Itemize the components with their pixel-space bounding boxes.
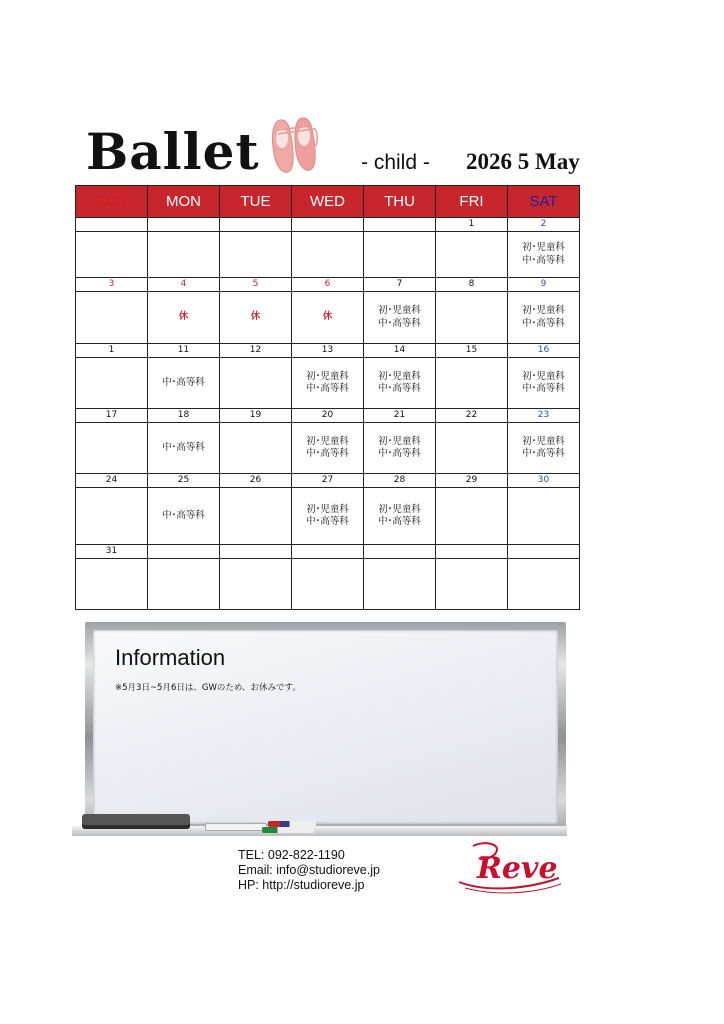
whiteboard-surface	[93, 630, 558, 824]
date-number-tue: 26	[220, 474, 292, 488]
date-number-thu: 21	[364, 409, 436, 423]
class-cell-tue	[220, 232, 292, 278]
calendar-class-row	[76, 423, 580, 474]
date-number-sun: 31	[76, 545, 148, 559]
class-cell-mon: 中･高等科	[148, 358, 220, 409]
class-cell-sat	[508, 488, 580, 545]
date-number-sat: 23	[508, 409, 580, 423]
weekday-sat: SAT	[508, 186, 580, 218]
class-cell-sun	[76, 559, 148, 610]
class-cell-fri	[436, 358, 508, 409]
date-number-fri: 1	[436, 218, 508, 232]
class-cell-sun	[76, 358, 148, 409]
class-cell-wed	[292, 232, 364, 278]
date-number-sun: 24	[76, 474, 148, 488]
page-title: Ballet	[86, 122, 260, 181]
date-number-tue: 19	[220, 409, 292, 423]
date-number-wed: 13	[292, 344, 364, 358]
class-cell-thu: 初･児童科 中･高等科	[364, 488, 436, 545]
ballet-shoes-image	[268, 116, 320, 178]
calendar-class-row	[76, 232, 580, 278]
date-number-wed	[292, 545, 364, 559]
whiteboard	[85, 622, 566, 832]
weekday-tue: TUE	[220, 186, 292, 218]
date-number-mon	[148, 218, 220, 232]
calendar-class-row	[76, 358, 580, 409]
class-cell-thu: 初･児童科 中･高等科	[364, 358, 436, 409]
date-number-sat: 2	[508, 218, 580, 232]
date-number-thu	[364, 218, 436, 232]
logo-text: Reve	[477, 851, 558, 886]
date-number-wed: 20	[292, 409, 364, 423]
date-number-sat: 16	[508, 344, 580, 358]
contact-tel: TEL: 092-822-1190	[238, 848, 345, 862]
class-cell-sun	[76, 292, 148, 344]
date-number-tue	[220, 218, 292, 232]
date-number-fri: 22	[436, 409, 508, 423]
date-number-fri: 15	[436, 344, 508, 358]
information-title: Information	[115, 645, 226, 670]
date-number-tue: 12	[220, 344, 292, 358]
class-cell-fri	[436, 559, 508, 610]
date-number-mon: 4	[148, 278, 220, 292]
date-number-sat: 30	[508, 474, 580, 488]
class-cell-sat	[508, 559, 580, 610]
date-number-sun: 1	[76, 344, 148, 358]
calendar-date-row	[76, 545, 580, 559]
class-cell-mon: 中･高等科	[148, 488, 220, 545]
class-cell-wed: 初･児童科 中･高等科	[292, 358, 364, 409]
green-marker-image	[262, 827, 314, 833]
contact-info	[238, 848, 380, 893]
class-cell-sat: 初･児童科 中･高等科	[508, 232, 580, 278]
class-cell-mon	[148, 559, 220, 610]
class-cell-mon: 中･高等科	[148, 423, 220, 474]
class-cell-sun	[76, 488, 148, 545]
class-cell-sat: 初･児童科 中･高等科	[508, 423, 580, 474]
class-cell-tue	[220, 358, 292, 409]
weekday-header-row	[76, 186, 580, 218]
date-number-wed: 27	[292, 474, 364, 488]
weekday-mon: MON	[148, 186, 220, 218]
date-number-thu	[364, 545, 436, 559]
weekday-fri: FRI	[436, 186, 508, 218]
class-cell-tue	[220, 488, 292, 545]
class-cell-tue	[220, 559, 292, 610]
class-cell-sat: 初･児童科 中･高等科	[508, 358, 580, 409]
class-cell-sun	[76, 232, 148, 278]
class-cell-thu	[364, 232, 436, 278]
page-subtitle: - child -	[361, 151, 430, 174]
date-number-sun: 17	[76, 409, 148, 423]
class-cell-fri	[436, 488, 508, 545]
calendar-date-row	[76, 218, 580, 232]
class-cell-mon: 休	[148, 292, 220, 344]
class-cell-wed: 初･児童科 中･高等科	[292, 423, 364, 474]
reve-logo	[455, 838, 565, 896]
date-number-sun	[76, 218, 148, 232]
contact-hp: HP: http://studioreve.jp	[238, 878, 365, 892]
weekday-wed: WED	[292, 186, 364, 218]
date-number-mon	[148, 545, 220, 559]
date-number-wed: 6	[292, 278, 364, 292]
date-number-fri: 8	[436, 278, 508, 292]
eraser-image	[82, 814, 190, 829]
date-number-mon: 25	[148, 474, 220, 488]
date-number-tue	[220, 545, 292, 559]
calendar-class-row	[76, 559, 580, 610]
class-cell-wed	[292, 559, 364, 610]
calendar-date-row	[76, 344, 580, 358]
date-number-fri	[436, 545, 508, 559]
date-number-mon: 18	[148, 409, 220, 423]
class-cell-sun	[76, 423, 148, 474]
class-cell-thu: 初･児童科 中･高等科	[364, 423, 436, 474]
information-text: ※5月3日~5月6日は、GWのため、お休みです。	[115, 683, 301, 693]
red-marker-image	[268, 821, 316, 827]
class-cell-tue: 休	[220, 292, 292, 344]
class-cell-fri	[436, 292, 508, 344]
calendar-month: 2026 5 May	[466, 149, 580, 174]
date-number-mon: 11	[148, 344, 220, 358]
date-number-wed	[292, 218, 364, 232]
class-cell-thu: 初･児童科 中･高等科	[364, 292, 436, 344]
class-cell-fri	[436, 232, 508, 278]
class-cell-wed: 休	[292, 292, 364, 344]
calendar-date-row	[76, 409, 580, 423]
date-number-tue: 5	[220, 278, 292, 292]
date-number-sun: 3	[76, 278, 148, 292]
date-number-thu: 14	[364, 344, 436, 358]
date-number-sat	[508, 545, 580, 559]
date-number-sat: 9	[508, 278, 580, 292]
class-cell-sat: 初･児童科 中･高等科	[508, 292, 580, 344]
date-number-thu: 7	[364, 278, 436, 292]
class-cell-thu	[364, 559, 436, 610]
calendar-table	[75, 185, 580, 610]
calendar-class-row	[76, 292, 580, 344]
weekday-sun: SUN	[76, 186, 148, 218]
weekday-thu: THU	[364, 186, 436, 218]
class-cell-fri	[436, 423, 508, 474]
white-marker-image	[205, 823, 267, 831]
contact-email: Email: info@studioreve.jp	[238, 863, 380, 877]
calendar-date-row	[76, 474, 580, 488]
date-number-thu: 28	[364, 474, 436, 488]
date-number-fri: 29	[436, 474, 508, 488]
calendar-class-row	[76, 488, 580, 545]
class-cell-mon	[148, 232, 220, 278]
class-cell-tue	[220, 423, 292, 474]
calendar-date-row	[76, 278, 580, 292]
class-cell-wed: 初･児童科 中･高等科	[292, 488, 364, 545]
